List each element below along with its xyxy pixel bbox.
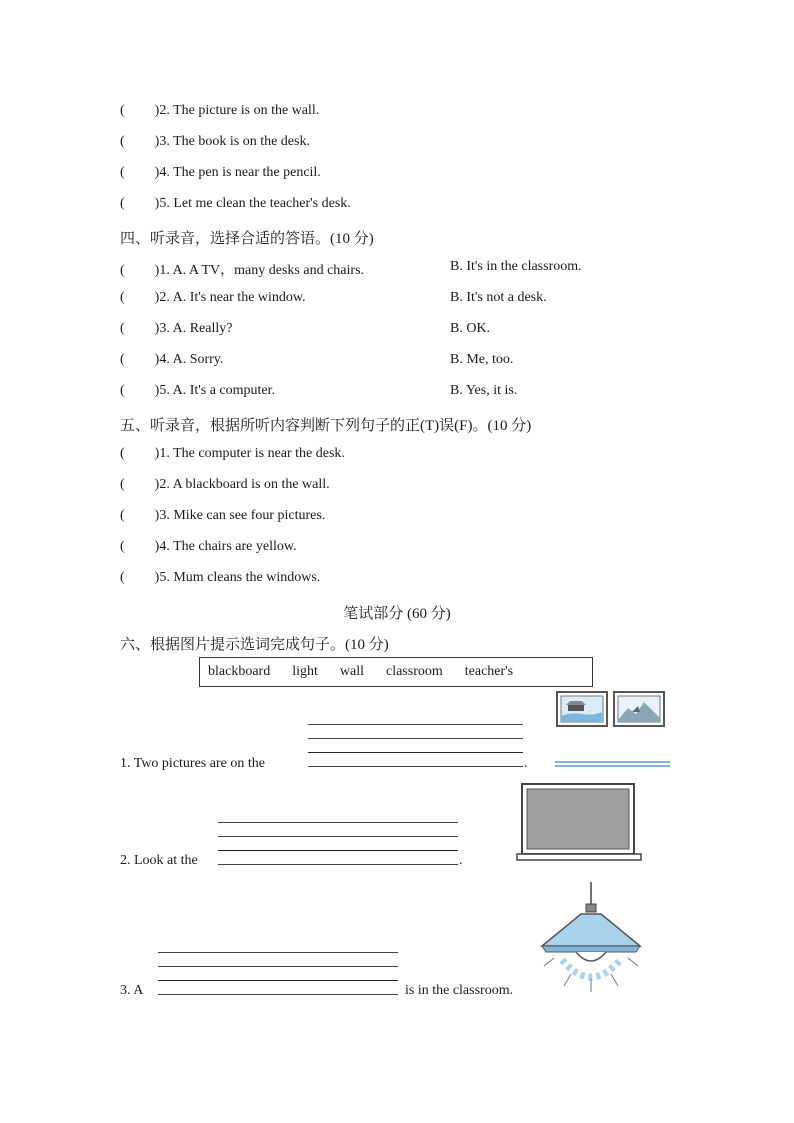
list-item: ( )1. A. A TV，many desks and chairs.: [120, 263, 365, 278]
option-b: B. OK.: [450, 321, 491, 336]
list-item: ( )5. A. It's a computer.: [120, 383, 276, 398]
question-3-end: is in the classroom.: [405, 983, 514, 998]
answer-blank[interactable]: (: [120, 539, 125, 554]
question-2-period: .: [459, 853, 463, 868]
light-icon: [542, 882, 640, 992]
question-1: 1. Two pictures are on the: [120, 756, 265, 771]
answer-field-1[interactable]: [308, 747, 523, 769]
answer-blank[interactable]: (: [120, 508, 125, 523]
answer-blank[interactable]: (: [120, 263, 125, 278]
answer-blank[interactable]: (: [120, 446, 125, 461]
written-part-title: 笔试部分 (60 分): [343, 606, 451, 622]
answer-blank[interactable]: (: [120, 103, 125, 118]
list-item: ( )2. A blackboard is on the wall.: [120, 477, 330, 492]
list-item: ( )2. The picture is on the wall.: [120, 103, 320, 118]
list-item: ( )3. The book is on the desk.: [120, 134, 310, 149]
picture-frame-icon: [614, 692, 664, 726]
word-bank-item: blackboard: [208, 664, 271, 679]
lamp-illustration: [536, 882, 646, 1002]
word-bank-item: light: [292, 664, 318, 679]
wall-icon: [555, 762, 670, 766]
list-item: ( )3. A. Really?: [120, 321, 233, 336]
answer-blank[interactable]: (: [120, 165, 125, 180]
answer-field-2[interactable]: [218, 845, 458, 867]
option-b: B. Yes, it is.: [450, 383, 518, 398]
question-3-start: 3. A: [120, 983, 144, 998]
answer-blank[interactable]: (: [120, 383, 125, 398]
answer-blank[interactable]: (: [120, 352, 125, 367]
section4-heading: 四、听录音，选择合适的答语。(10 分): [120, 231, 374, 247]
pictures-illustration: [552, 690, 672, 775]
option-b: B. It's not a desk.: [450, 290, 547, 305]
list-item: ( )4. The pen is near the pencil.: [120, 165, 321, 180]
list-item: ( )1. The computer is near the desk.: [120, 446, 345, 461]
answer-field-3[interactable]: [158, 975, 398, 997]
word-bank-item: classroom: [385, 664, 443, 679]
section5-heading: 五、听录音，根据所听内容判断下列句子的正(T)误(F)。(10 分): [120, 418, 532, 434]
question-2: 2. Look at the: [120, 853, 198, 868]
list-item: ( )5. Mum cleans the windows.: [120, 570, 321, 585]
answer-blank[interactable]: (: [120, 290, 125, 305]
list-item: ( )4. The chairs are yellow.: [120, 539, 297, 554]
word-bank-item: teacher's: [464, 664, 514, 679]
option-b: B. Me, too.: [450, 352, 514, 367]
answer-blank[interactable]: (: [120, 321, 125, 336]
answer-blank[interactable]: (: [120, 477, 125, 492]
option-b: B. It's in the classroom.: [450, 259, 582, 274]
picture-frame-icon: [557, 692, 607, 726]
blackboard-icon: [517, 784, 641, 860]
list-item: ( )5. Let me clean the teacher's desk.: [120, 196, 351, 211]
word-bank: [199, 657, 593, 687]
list-item: ( )2. A. It's near the window.: [120, 290, 306, 305]
section6-heading: 六、根据图片提示选词完成句子。(10 分): [120, 637, 389, 653]
blackboard-illustration: [515, 782, 645, 869]
list-item: ( )4. A. Sorry.: [120, 352, 224, 367]
question-1-period: .: [524, 756, 528, 771]
list-item: ( )3. Mike can see four pictures.: [120, 508, 326, 523]
answer-blank[interactable]: (: [120, 570, 125, 585]
word-bank-item: wall: [339, 664, 364, 679]
answer-blank[interactable]: (: [120, 134, 125, 149]
answer-blank[interactable]: (: [120, 196, 125, 211]
